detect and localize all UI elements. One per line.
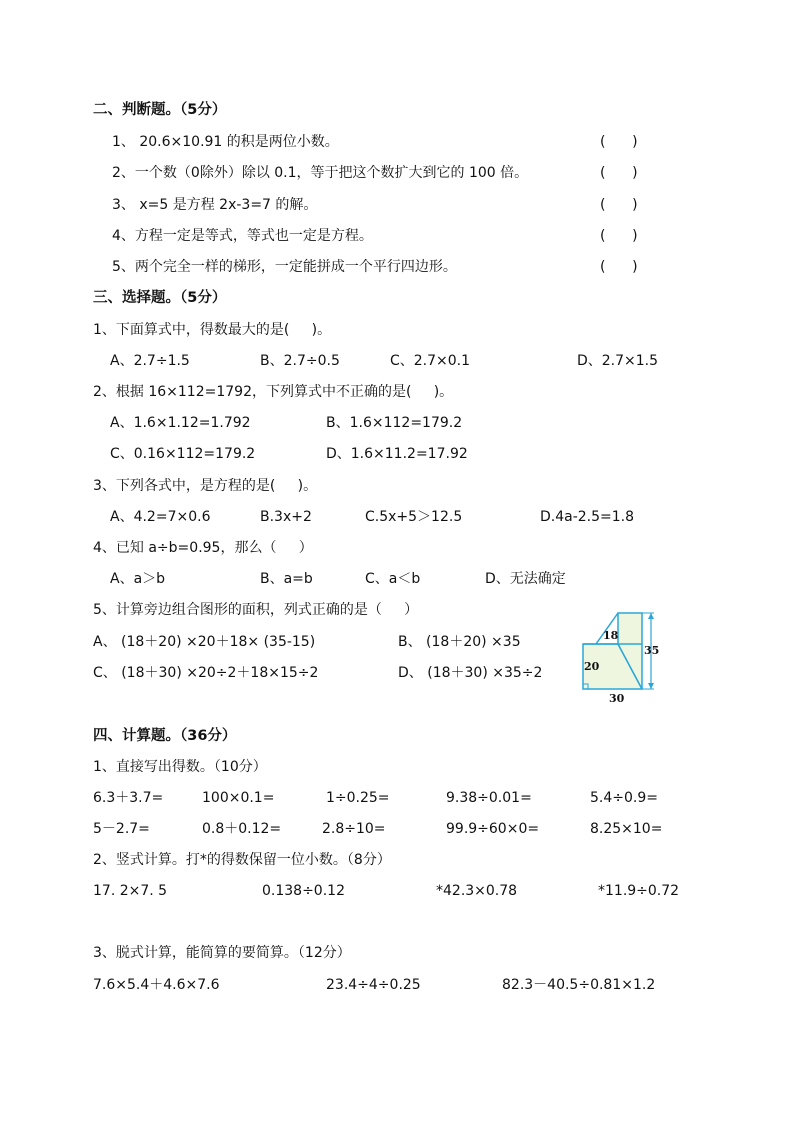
- mental-calc-item: 8.25×10=: [590, 821, 663, 837]
- section-3-heading: 三、选择题。（5分）: [93, 290, 227, 306]
- choice-q3-stem: 3、下列各式中，是方程的是( )。: [93, 478, 318, 494]
- mental-calc-item: 5－2.7=: [93, 821, 150, 837]
- choice-option[interactable]: A、4.2=7×0.6: [110, 509, 211, 525]
- calc-part-3-title: 3、脱式计算，能简算的要简算。（12分）: [93, 945, 351, 961]
- figure-label-left: 20: [584, 660, 600, 673]
- mental-calc-item: 100×0.1=: [202, 790, 275, 806]
- choice-option[interactable]: A、1.6×1.12=1.792: [110, 415, 251, 431]
- choice-q1-stem: 1、下面算式中，得数最大的是( )。: [93, 322, 332, 338]
- choice-option[interactable]: D.4a-2.5=1.8: [540, 509, 635, 525]
- choice-option[interactable]: B、1.6×112=179.2: [326, 415, 463, 431]
- composite-figure: [578, 605, 668, 708]
- judge-item-2: 2、一个数（0除外）除以 0.1，等于把这个数扩大到它的 100 倍。: [112, 165, 529, 181]
- mental-calc-item: 6.3＋3.7=: [93, 790, 164, 806]
- choice-option[interactable]: A、 (18＋20) ×20＋18× (35-15): [93, 634, 316, 650]
- answer-paren[interactable]: ( ): [600, 197, 638, 213]
- figure-label-bottom: 30: [609, 692, 625, 705]
- answer-paren[interactable]: ( ): [600, 259, 638, 275]
- answer-paren[interactable]: ( ): [600, 228, 638, 244]
- judge-item-4: 4、方程一定是等式，等式也一定是方程。: [112, 228, 373, 244]
- answer-paren[interactable]: ( ): [600, 134, 638, 150]
- choice-option[interactable]: B、a=b: [260, 571, 313, 587]
- choice-option[interactable]: B、 (18＋20) ×35: [398, 634, 521, 650]
- figure-label-top: 18: [603, 629, 619, 642]
- choice-q4-stem: 4、已知 a÷b=0.95，那么（ ）: [93, 540, 313, 556]
- choice-option[interactable]: B.3x+2: [260, 509, 312, 525]
- mental-calc-item: 2.8÷10=: [322, 821, 386, 837]
- judge-item-3: 3、 x=5 是方程 2x-3=7 的解。: [112, 197, 318, 213]
- mental-calc-item: 99.9÷60×0=: [446, 821, 540, 837]
- choice-option[interactable]: C、 (18＋30) ×20÷2＋18×15÷2: [93, 665, 319, 681]
- stepwise-calc-item: 82.3－40.5÷0.81×1.2: [502, 977, 656, 993]
- mental-calc-item: 9.38÷0.01=: [446, 790, 532, 806]
- choice-option[interactable]: D、无法确定: [485, 571, 566, 587]
- vertical-calc-item: *42.3×0.78: [436, 883, 518, 899]
- stepwise-calc-item: 23.4÷4÷0.25: [326, 977, 421, 993]
- choice-option[interactable]: C.5x+5＞12.5: [365, 509, 463, 525]
- mental-calc-item: 5.4÷0.9=: [590, 790, 658, 806]
- choice-q2-stem: 2、根据 16×112=1792，下列算式中不正确的是( )。: [93, 384, 454, 400]
- judge-item-5: 5、两个完全一样的梯形，一定能拼成一个平行四边形。: [112, 259, 457, 275]
- answer-paren[interactable]: ( ): [600, 165, 638, 181]
- figure-label-right: 35: [644, 644, 660, 657]
- calc-part-1-title: 1、直接写出得数。（10分）: [93, 759, 267, 775]
- choice-option[interactable]: C、2.7×0.1: [390, 353, 471, 369]
- choice-option[interactable]: A、a＞b: [110, 571, 166, 587]
- choice-option[interactable]: B、2.7÷0.5: [260, 353, 340, 369]
- choice-option[interactable]: C、a＜b: [365, 571, 421, 587]
- choice-option[interactable]: A、2.7÷1.5: [110, 353, 190, 369]
- stepwise-calc-item: 7.6×5.4＋4.6×7.6: [93, 977, 220, 993]
- choice-q5-stem: 5、计算旁边组合图形的面积，列式正确的是（ ）: [93, 602, 419, 618]
- vertical-calc-item: 0.138÷0.12: [262, 883, 345, 899]
- choice-option[interactable]: D、2.7×1.5: [577, 353, 659, 369]
- choice-option[interactable]: C、0.16×112=179.2: [110, 446, 256, 462]
- choice-option[interactable]: D、1.6×11.2=17.92: [326, 446, 468, 462]
- mental-calc-item: 1÷0.25=: [326, 790, 390, 806]
- vertical-calc-item: 17. 2×7. 5: [93, 883, 168, 899]
- vertical-calc-item: *11.9÷0.72: [598, 883, 680, 899]
- judge-item-1: 1、 20.6×10.91 的积是两位小数。: [112, 134, 339, 150]
- section-4-heading: 四、计算题。（36分）: [93, 728, 237, 744]
- calc-part-2-title: 2、竖式计算。打*的得数保留一位小数。（8分）: [93, 852, 391, 868]
- mental-calc-item: 0.8＋0.12=: [202, 821, 282, 837]
- choice-option[interactable]: D、 (18＋30) ×35÷2: [398, 665, 543, 681]
- section-2-heading: 二、判断题。（5分）: [93, 102, 227, 118]
